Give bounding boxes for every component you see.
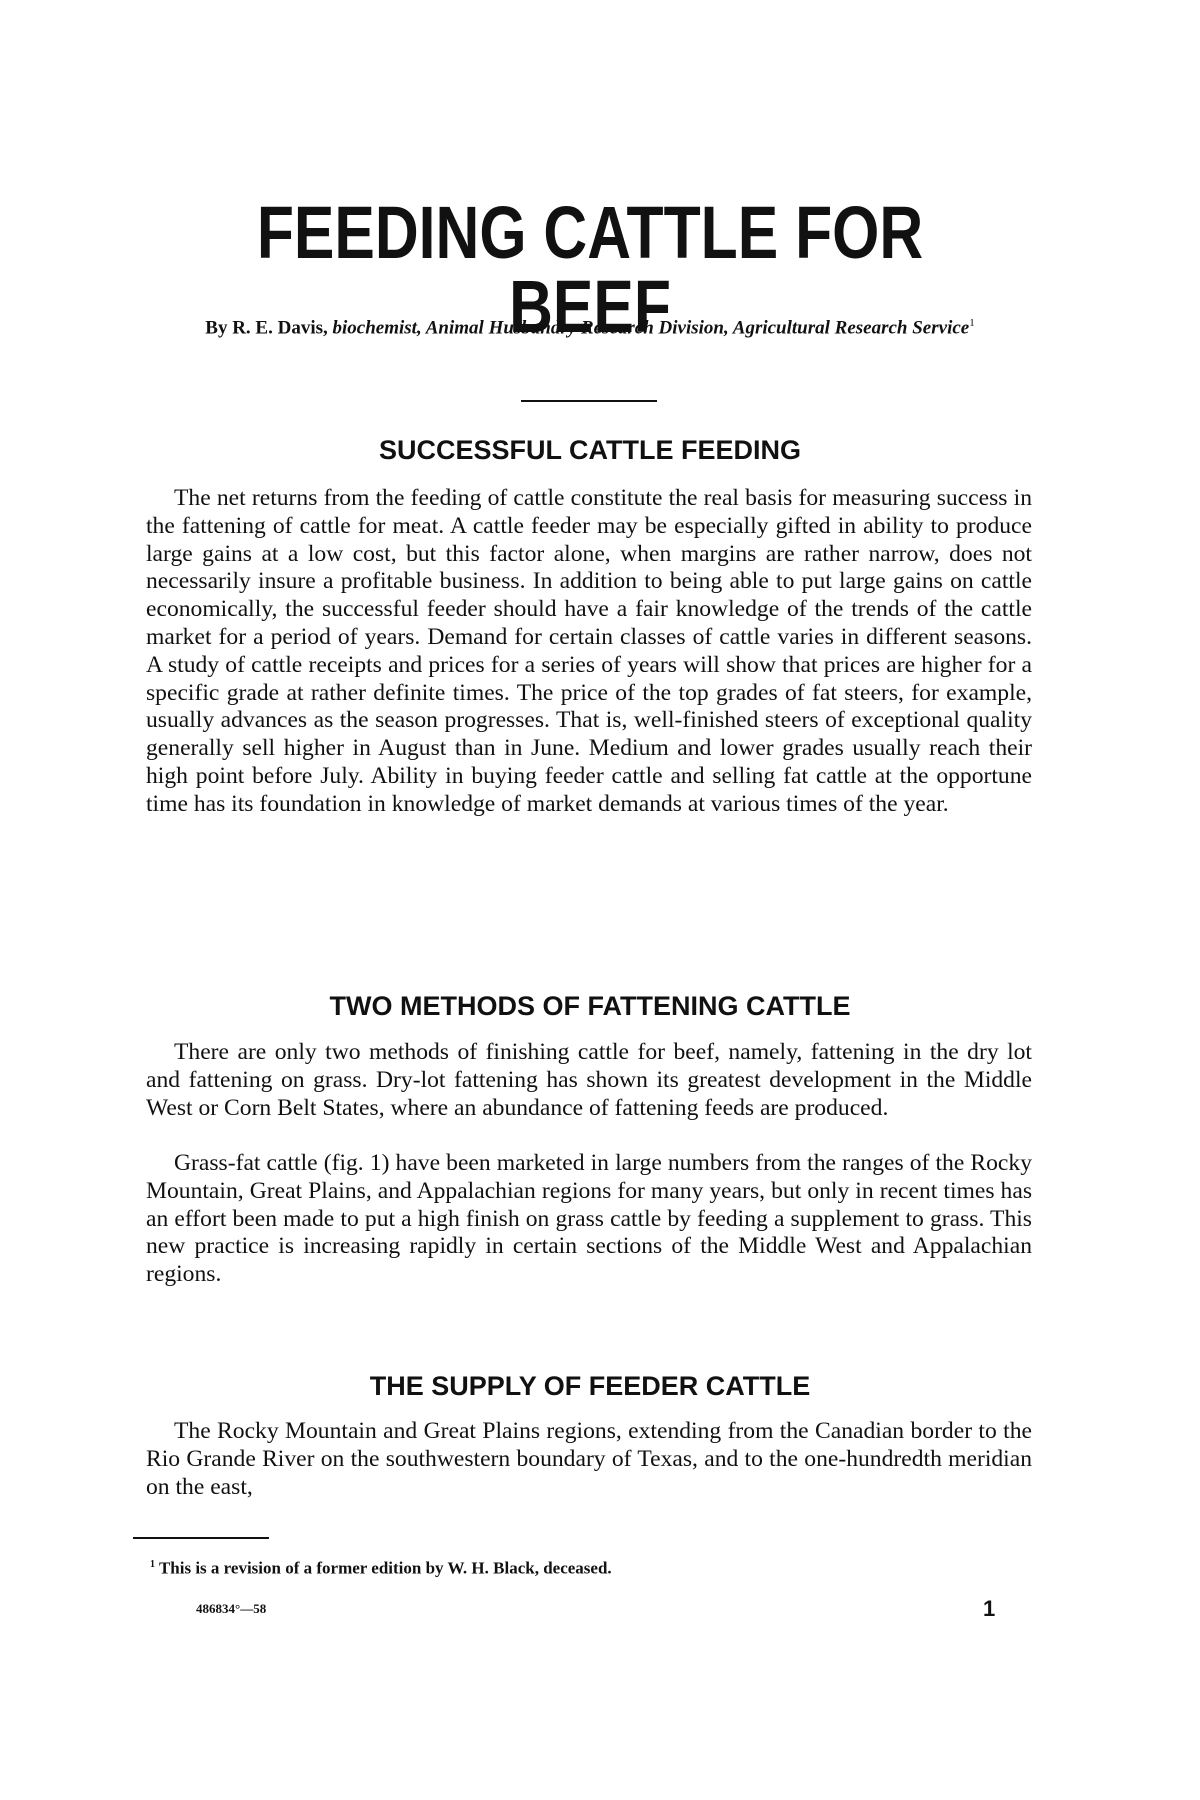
section-heading-supply-feeder-cattle: THE SUPPLY OF FEEDER CATTLE bbox=[369, 1371, 811, 1401]
paragraph-two-methods-2: Grass-fat cattle (fig. 1) have been marketed in large numbers from the ranges of the Rocky Mountain, Great Plains, and Appalachian regions for many years, but only in recent times has an effort been made to put a high finish on grass cattle by feeding a supplement to grass. This new practice is increasing rapidly in certain sections of the Middle West and Appalachian regions. bbox=[146, 1150, 1032, 1288]
byline-role: biochemist, Animal Husbandry Research Division, Agricultural Research Service bbox=[332, 317, 970, 339]
paragraph-supply-feeder-cattle: The Rocky Mountain and Great Plains regions, extending from the Canadian border to the Rio Grande River on the southwestern boundary of Texas, and to the one-hundredth meridian on the east, bbox=[146, 1418, 1032, 1500]
title-divider bbox=[521, 400, 657, 402]
page-number: 1 bbox=[983, 1596, 996, 1621]
footnote-text: This is a revision of a former edition by W. H. Black, deceased. bbox=[158, 1558, 612, 1578]
section-heading-successful-cattle-feeding: SUCCESSFUL CATTLE FEEDING bbox=[378, 435, 802, 465]
byline-footnote-marker: 1 bbox=[969, 317, 975, 329]
section-heading-two-methods: TWO METHODS OF FATTENING CATTLE bbox=[329, 991, 851, 1021]
paragraph-successful-cattle-feeding: The net returns from the feeding of cattle constitute the real basis for measuring success in the fattening of cattle for meat. A cattle feeder may be especially gifted in ability to produce large gains at a low cost, but this factor alone, when margins are rather narrow, does not necessarily insure a profitable business. In addition to being able to put large gains on cattle economically, the successful feeder should have a fair knowledge of the trends of the cattle market for a period of years. Demand for certain classes of cattle varies in different seasons. A study of cattle receipts and prices for a series of years will show that prices are higher for a specific grade at rather definite times. The price of the top grades of fat steers, for example, usually advances as the season progresses. That is, well-finished steers of exceptional quality generally sell higher in August than in June. Medium and lower grades usually reach their high point before July. Ability in buying feeder cattle and selling fat cattle at the opportune time has its foundation in knowledge of market demands at various times of the year. bbox=[146, 485, 1032, 817]
footnote-marker: 1 bbox=[150, 1559, 155, 1570]
footnote-divider bbox=[133, 1537, 269, 1539]
paragraph-two-methods-1: There are only two methods of finishing cattle for beef, namely, fattening in the dry lot and fattening on grass. Dry-lot fattening has shown its greatest development in the Middle West or Corn Belt States, where an abundance of fattening feeds are produced. bbox=[146, 1039, 1032, 1121]
print-code: 486834°—58 bbox=[196, 1601, 267, 1616]
document-title: FEEDING CATTLE FOR BEEF bbox=[256, 191, 924, 348]
byline-author: By R. E. Davis, bbox=[205, 317, 328, 339]
footnote bbox=[150, 1555, 1030, 1579]
byline bbox=[150, 312, 1030, 339]
